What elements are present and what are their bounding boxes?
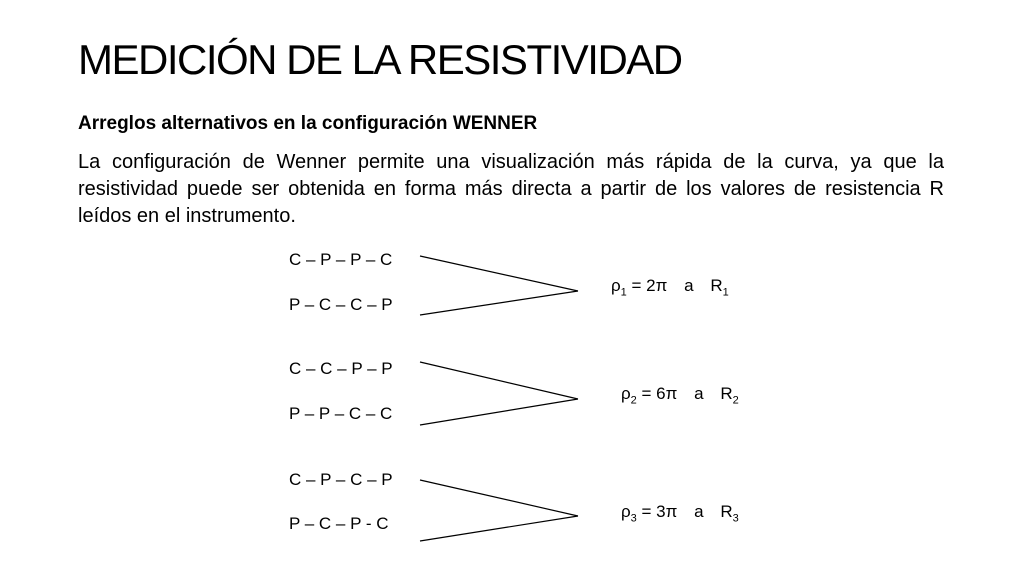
group-3-formula — [621, 502, 739, 524]
group-3-config-b: P – C – P - C — [289, 514, 389, 533]
group-3-a: a — [694, 502, 704, 521]
slide-title: MEDICIÓN DE LA RESISTIVIDAD — [78, 36, 682, 83]
group-1-a: a — [684, 276, 694, 295]
slide-subtitle: Arreglos alternativos en la configuración WENNER — [78, 113, 538, 134]
group-1-r: R — [710, 276, 723, 295]
group-2-line-bottom — [420, 399, 578, 425]
group-2-config-b: P – P – C – C — [289, 404, 393, 423]
group-2-formula — [621, 384, 739, 406]
group-1-line-top — [420, 256, 578, 291]
slide-paragraph: La configuración de Wenner permite una visualización más rápida de la curva, ya que la resistividad puede ser obtenida en forma más directa a partir de los valores de resistencia R leídos en el instrumento. — [78, 151, 944, 227]
group-2-r-sub: 2 — [732, 394, 739, 407]
group-2-a: a — [694, 384, 704, 403]
group-1-config-b: P – C – C – P — [289, 295, 393, 314]
group-2-factor: = 6π — [641, 384, 678, 403]
group-3-factor: = 3π — [641, 502, 678, 521]
group-1-factor: = 2π — [631, 276, 668, 295]
group-3-rho-sub: 3 — [630, 512, 637, 525]
group-1-rho: ρ — [611, 276, 621, 295]
group-2-rho: ρ — [621, 384, 631, 403]
group-1-rho-sub: 1 — [620, 286, 627, 299]
group-1-r-sub: 1 — [722, 286, 729, 299]
group-1-config-a: C – P – P – C — [289, 250, 393, 269]
group-2-line-top — [420, 362, 578, 399]
group-3-line-bottom — [420, 516, 578, 541]
group-3-r: R — [720, 502, 733, 521]
group-2-config-a: C – C – P – P — [289, 359, 393, 378]
group-3-config-a: C – P – C – P — [289, 470, 393, 489]
group-3-rho: ρ — [621, 502, 631, 521]
group-1-line-bottom — [420, 291, 578, 315]
group-2-rho-sub: 2 — [630, 394, 637, 407]
group-3-line-top — [420, 480, 578, 516]
group-1-formula — [611, 276, 729, 298]
group-3-r-sub: 3 — [732, 512, 739, 525]
group-2-r: R — [720, 384, 733, 403]
